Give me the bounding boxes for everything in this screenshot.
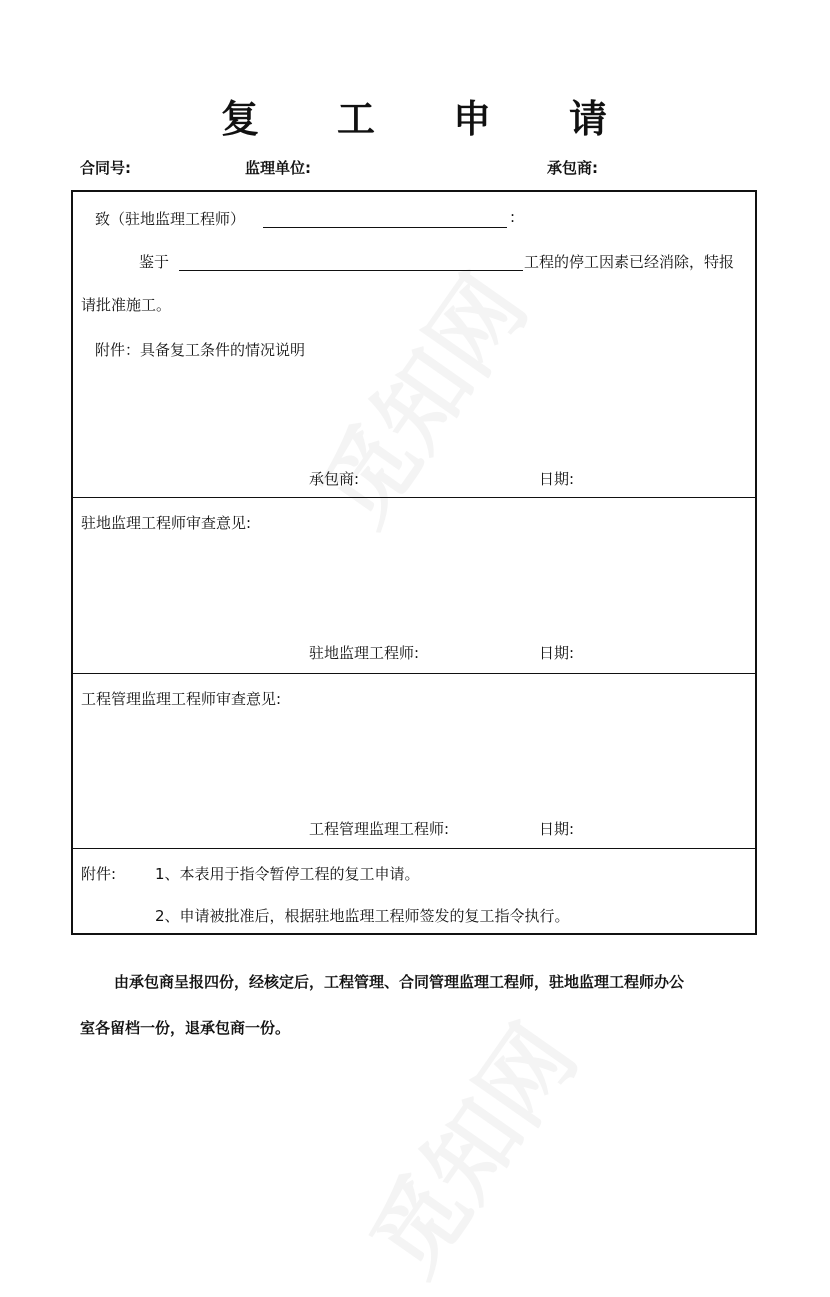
- page-title: [0, 88, 830, 143]
- title-char-3: 申: [453, 97, 494, 141]
- supervision-unit-label: 监理单位:: [245, 159, 311, 177]
- note-item-1: 1、本表用于指令暂停工程的复工申请。: [155, 865, 420, 883]
- management-engineer-review-section: [73, 674, 755, 849]
- resident-review-title: 驻地监理工程师审查意见:: [81, 514, 252, 532]
- management-engineer-signature-label: 工程管理监理工程师:: [309, 820, 450, 838]
- footer-note-line1: 由承包商呈报四份，经核定后，工程管理、合同管理监理工程师，驻地监理工程师办公: [114, 973, 685, 991]
- contractor-date-label: 日期:: [539, 470, 575, 488]
- resident-engineer-review-section: [73, 498, 755, 674]
- title-char-2: 工: [336, 97, 377, 141]
- whereas-label: 鉴于: [139, 253, 170, 271]
- contract-no-label: 合同号:: [80, 159, 131, 177]
- reason-text: 工程的停工因素已经消除，特报: [524, 253, 735, 271]
- reason-text-line2: 请批准施工。: [81, 296, 172, 314]
- project-name-field[interactable]: [179, 252, 523, 271]
- title-char-4: 请: [569, 97, 610, 141]
- notes-section: [73, 849, 755, 935]
- contractor-label: 承包商:: [547, 159, 598, 177]
- management-review-title: 工程管理监理工程师审查意见:: [81, 690, 282, 708]
- notes-label: 附件:: [81, 865, 117, 883]
- application-form: [71, 190, 757, 935]
- request-section: [73, 192, 755, 498]
- footer-note-line2: 室各留档一份，退承包商一份。: [80, 1019, 291, 1037]
- watermark-bottom: [335, 995, 601, 1297]
- resident-engineer-date-label: 日期:: [539, 644, 575, 662]
- resident-engineer-signature-label: 驻地监理工程师:: [309, 644, 420, 662]
- to-label: 致（驻地监理工程师）: [95, 210, 246, 228]
- to-colon: :: [510, 208, 516, 226]
- contractor-signature-label: 承包商:: [309, 470, 360, 488]
- title-char-1: 复: [220, 97, 261, 141]
- management-engineer-date-label: 日期:: [539, 820, 575, 838]
- attachment-text: 附件：具备复工条件的情况说明: [95, 341, 306, 359]
- engineer-name-field[interactable]: [263, 209, 507, 228]
- note-item-2: 2、申请被批准后，根据驻地监理工程师签发的复工指令执行。: [155, 907, 570, 925]
